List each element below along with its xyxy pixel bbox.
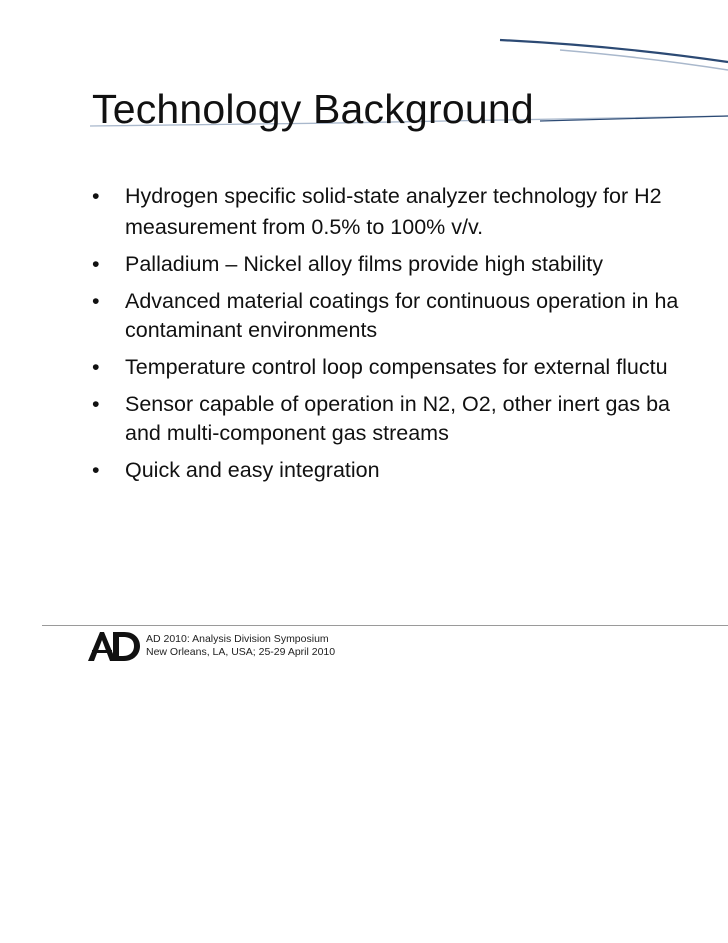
- bullet-item: [92, 353, 728, 382]
- slide-title: Technology Background: [92, 86, 534, 132]
- header-swoosh-decoration: [0, 0, 728, 160]
- bullet-marker: •: [92, 252, 100, 276]
- bullet-text-line: Temperature control loop compensates for external fluctu: [125, 355, 668, 379]
- footer-line-2: New Orleans, LA, USA; 25-29 April 2010: [146, 646, 336, 658]
- bullet-marker: •: [92, 355, 100, 379]
- bullet-text-line: Hydrogen specific solid-state analyzer technology for H2: [125, 184, 662, 208]
- bullet-item: [92, 456, 728, 485]
- bullet-item: [92, 250, 728, 279]
- footer-divider: [42, 625, 728, 626]
- bullet-item: [92, 182, 728, 242]
- footer-caption: [146, 633, 335, 659]
- footer-line-1: AD 2010: Analysis Division Symposium: [146, 633, 329, 645]
- bullet-text-line: Palladium – Nickel alloy films provide high stability: [125, 252, 603, 276]
- bullet-item: [92, 390, 728, 448]
- bullet-item: [92, 287, 728, 345]
- bullet-marker: •: [92, 458, 100, 482]
- bullet-text-line: Advanced material coatings for continuous operation in ha: [125, 289, 679, 313]
- bullet-text-line: measurement from 0.5% to 100% v/v.: [125, 215, 484, 239]
- bullet-text-line: contaminant environments: [125, 318, 378, 342]
- ad-logo-icon: [86, 628, 142, 662]
- bullet-marker: •: [92, 289, 100, 313]
- bullet-text-line: and multi-component gas streams: [125, 421, 449, 445]
- bullet-list: [92, 182, 728, 493]
- bullet-text-line: Sensor capable of operation in N2, O2, other inert gas ba: [125, 392, 671, 416]
- bullet-marker: •: [92, 184, 100, 208]
- bullet-marker: •: [92, 392, 100, 416]
- bullet-text-line: Quick and easy integration: [125, 458, 380, 482]
